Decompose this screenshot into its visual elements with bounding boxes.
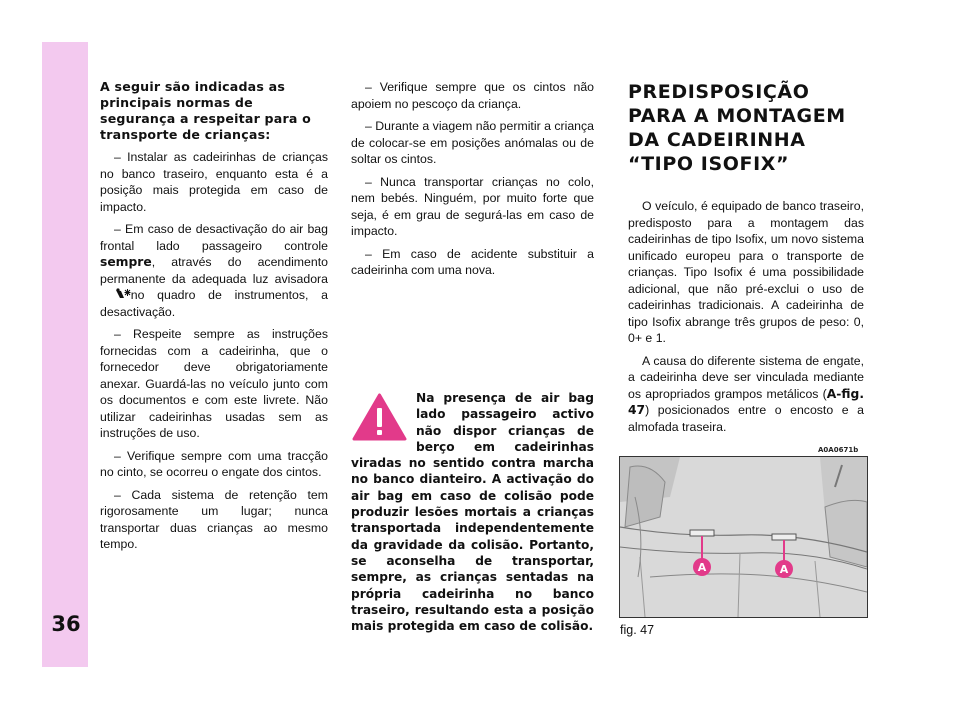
rule-check-belt: – Verifique sempre com uma tracção no cinto, se ocorreu o engate dos cintos. (100, 448, 328, 479)
isofix-heading-line: “TIPO ISOFIX” (628, 153, 790, 175)
page-number: 36 (51, 612, 81, 636)
rule-replace-after-accident: – Em caso de acidente substituir a cadeirinha com uma nova. (351, 246, 594, 277)
figure-code: A0A0671b (818, 446, 859, 454)
isofix-heading-line: PARA A MONTAGEM (628, 105, 846, 127)
column-left (100, 79, 328, 559)
rule-airbag-deactivation: – Em caso de desactivação do air bag frontal lado passageiro controle sempre, através do acendimento permanente da adequada luz avisadora no quadro de instrumentos, a desactivação. (100, 222, 328, 319)
rule-belt-neck: – Verifique sempre que os cintos não apoiem no pescoço da criança. (351, 80, 594, 111)
rule-no-lap: – Nunca transportar crianças no colo, nem bebés. Ninguém, por muito forte que seja, é em grau de segurá-las em caso de impacto. (351, 174, 594, 238)
rule-no-anomalous-positions: – Durante a viagem não permitir a criança de colocar-se em posições anómalas ou de soltar os cintos. (351, 119, 594, 166)
isofix-rear-seat-illustration (619, 456, 868, 618)
airbag-warning-text: Na presença de air bag lado passageiro activo não dispor crianças de berço em cadeirinhas viradas no sentido contra marcha no banco dianteiro. A activação do air bag em caso de colisão pode produzir lesões mortais a crianças transportada independentemente da gravidade da colisão. Portanto, se aconselha de transportar, sempre, as crianças sentadas na própria cadeirinha no banco traseiro, resultando esta a posição mais protegida em caso de colisão. (351, 391, 594, 634)
section-side-band (42, 42, 88, 667)
airbag-off-warning-light-icon (100, 288, 118, 301)
isofix-description: O veículo, é equipado de banco traseiro, predisposto para a montagem das cadeirinhas de tipo Isofix, um novo sistema unificado europeu para o transporte de crianças. Tipo Isofix é uma possibilidade adicional, que não pré-exclui o uso de cadeirinhas tradicionais. A cadeirinha de tipo Isofix abrange três grupos de peso: 0, 0+ e 1. (628, 199, 864, 345)
isofix-marker-label: A (779, 563, 789, 576)
safety-rules-heading: A seguir são indicadas as principais normas de segurança a respeitar para o transporte de crianças: (100, 79, 312, 142)
rule-one-child: – Cada sistema de retenção tem rigorosamente um lugar; nunca transportar duas crianças ao mesmo tempo. (100, 487, 328, 551)
column-right (628, 80, 864, 441)
isofix-attachment: A causa do diferente sistema de engate, a cadeirinha deve ser vinculada mediante os apropriados grampos metálicos (A-fig. 47) posicionados entre o encosto e a almofada traseira. (628, 353, 864, 434)
isofix-heading (628, 80, 864, 176)
rule-rear-seat: – Instalar as cadeirinhas de crianças no banco traseiro, enquanto esta é a posição mais protegida em caso de impacto. (100, 150, 328, 214)
emphasis-sempre: sempre (100, 255, 152, 269)
figure-reference: A-fig. 47 (628, 386, 864, 417)
rule-follow-instructions: – Respeite sempre as instruções fornecidas com a cadeirinha, que o fornecedor deve obrigatoriamente anexar. Guardá-las no veículo junto com os documentos e com este livrete. Não utilizar cadeirinhas usadas sem as instruções de uso. (100, 327, 328, 440)
figure-caption: fig. 47 (620, 623, 655, 637)
warning-triangle-icon (351, 392, 408, 442)
isofix-heading-line: DA CADEIRINHA (628, 129, 806, 151)
isofix-marker-label: A (697, 561, 707, 574)
column-middle (351, 79, 594, 285)
airbag-warning-box (351, 390, 594, 634)
isofix-heading-line: PREDISPOSIÇÃO (628, 81, 810, 103)
